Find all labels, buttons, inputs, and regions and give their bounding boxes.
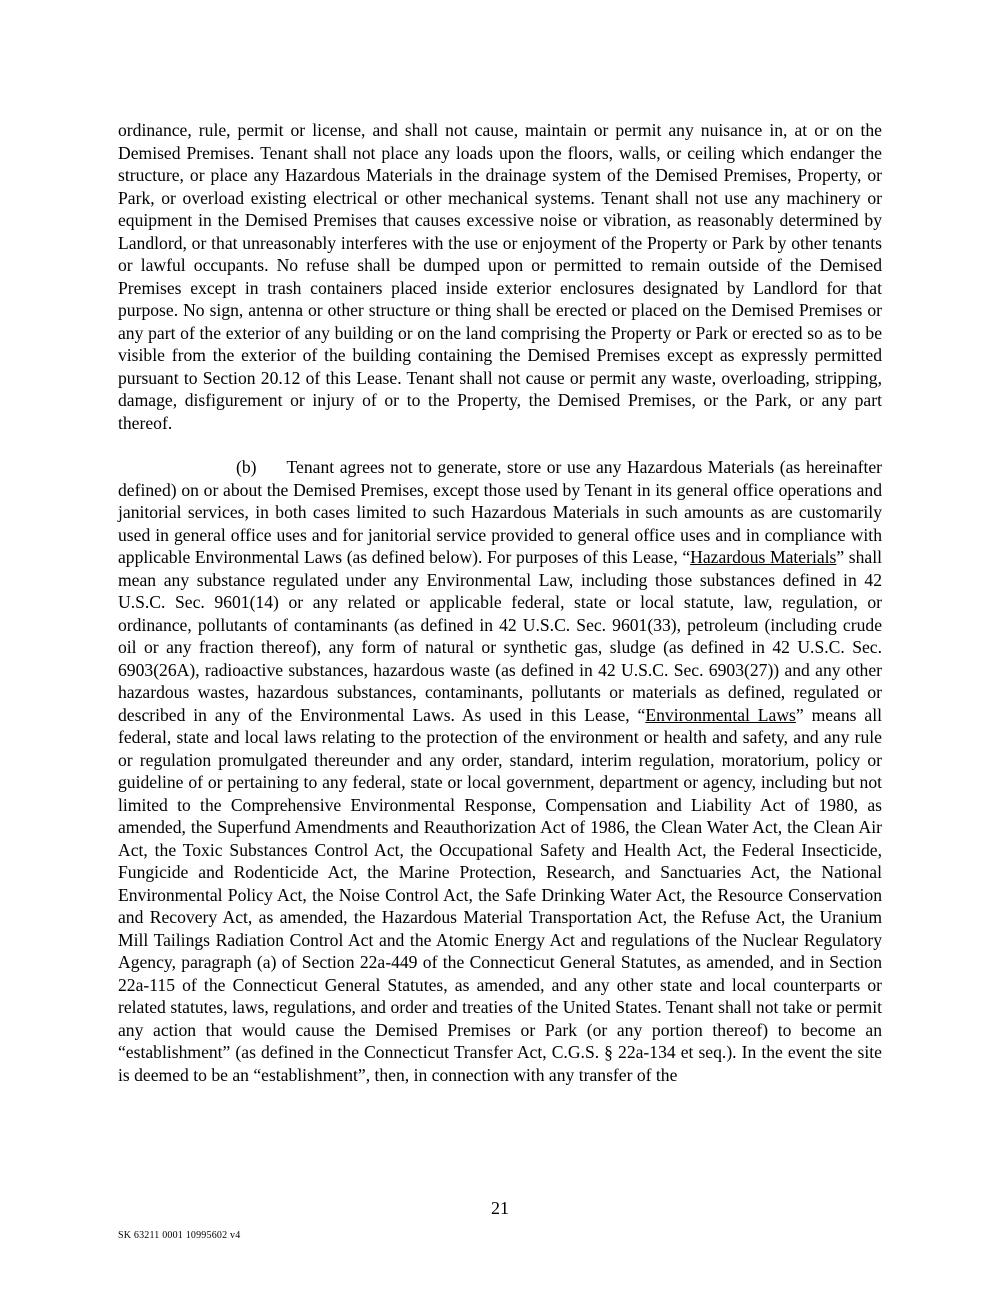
- page-number: 21: [491, 1198, 509, 1218]
- defined-term-hazardous-materials: Hazardous Materials: [690, 547, 837, 567]
- paragraph-b-text-3: ” means all federal, state and local laws relating to the protection of the environment or health and safety, and any rule or regulation promulgated thereunder and any order, standard, interim regulation, moratorium, policy or guideline of or pertaining to any federal, state or local government, department or agency, including but not limited to the Comprehensive Environmental Response, Compensation and Liability Act of 1980, as amended, the Superfund Amendments and Reauthorization Act of 1986, the Clean Water Act, the Clean Air Act, the Toxic Substances Control Act, the Occupational Safety and Health Act, the Federal Insecticide, Fungicide and Rodenticide Act, the Marine Protection, Research, and Sanctuaries Act, the National Environmental Policy Act, the Noise Control Act, the Safe Drinking Water Act, the Resource Conservation and Recovery Act, as amended, the Hazardous Material Transportation Act, the Refuse Act, the Uranium Mill Tailings Radiation Control Act and the Atomic Energy Act and regulations of the Nuclear Regulatory Agency, paragraph (a) of Section 22a-449 of the Connecticut General Statutes, as amended, and in Section 22a-115 of the Connecticut General Statutes, as amended, and any other state and local counterparts or related statutes, laws, regulations, and order and treaties of the United States. Tenant shall not take or permit any action that would cause the Demised Premises or Park (or any portion thereof) to become an “establishment” (as defined in the Connecticut Transfer Act, C.G.S. § 22a-134 et seq.). In the event the site is deemed to be an “establishment”, then, in connection with any transfer of the: [118, 704, 882, 1085]
- document-id: SK 63211 0001 10995602 v4: [118, 1230, 241, 1241]
- body-text: [118, 119, 882, 1086]
- paragraph-b-label: (b): [236, 457, 257, 477]
- paragraph-b-text-1: Tenant agrees not to generate, store or use any Hazardous Materials (as hereinafter defined) on or about the Demised Premises, except those used by Tenant in its general office operations and janitorial services, in both cases limited to such Hazardous Materials in such amounts as are customarily used in general office uses and for janitorial service provided to general office uses and in compliance with applicable Environmental Laws (as defined below). For purposes of this Lease, “: [118, 457, 882, 567]
- paragraph-a-continued: ordinance, rule, permit or license, and shall not cause, maintain or permit any nuisance in, at or on the Demised Premises. Tenant shall not place any loads upon the floors, walls, or ceiling which endanger the structure, or place any Hazardous Materials in the drainage system of the Demised Premises, Property, or Park, or overload existing electrical or other mechanical systems. Tenant shall not use any machinery or equipment in the Demised Premises that causes excessive noise or vibration, as reasonably determined by Landlord, or that unreasonably interferes with the use or enjoyment of the Property or Park by other tenants or lawful occupants. No refuse shall be dumped upon or permitted to remain outside of the Demised Premises except in trash containers placed inside exterior enclosures designated by Landlord for that purpose. No sign, antenna or other structure or thing shall be erected or placed on the Demised Premises or any part of the exterior of any building or on the land comprising the Property or Park or erected so as to be visible from the exterior of the building containing the Demised Premises except as expressly permitted pursuant to Section 20.12 of this Lease. Tenant shall not cause or permit any waste, overloading, stripping, damage, disfigurement or injury of or to the Property, the Demised Premises, or the Park, or any part thereof.: [118, 120, 882, 433]
- defined-term-environmental-laws: Environmental Laws: [645, 704, 796, 725]
- paragraph-b-text-2: ” shall mean any substance regulated under any Environmental Law, including those substances defined in 42 U.S.C. Sec. 9601(14) or any related or applicable federal, state or local statute, law, regulation, or ordinance, pollutants of contaminants (as defined in 42 U.S.C. Sec. 9601(33), petroleum (including crude oil or any fraction thereof), any form of natural or synthetic gas, sludge (as defined in 42 U.S.C. Sec. 6903(26A), radioactive substances, hazardous waste (as defined in 42 U.S.C. Sec. 6903(27)) and any other hazardous wastes, hazardous substances, contaminants, pollutants or materials as defined, regulated or described in any of the Environmental Laws. As used in this Lease, “: [118, 547, 883, 725]
- paragraph-b: [118, 456, 882, 1086]
